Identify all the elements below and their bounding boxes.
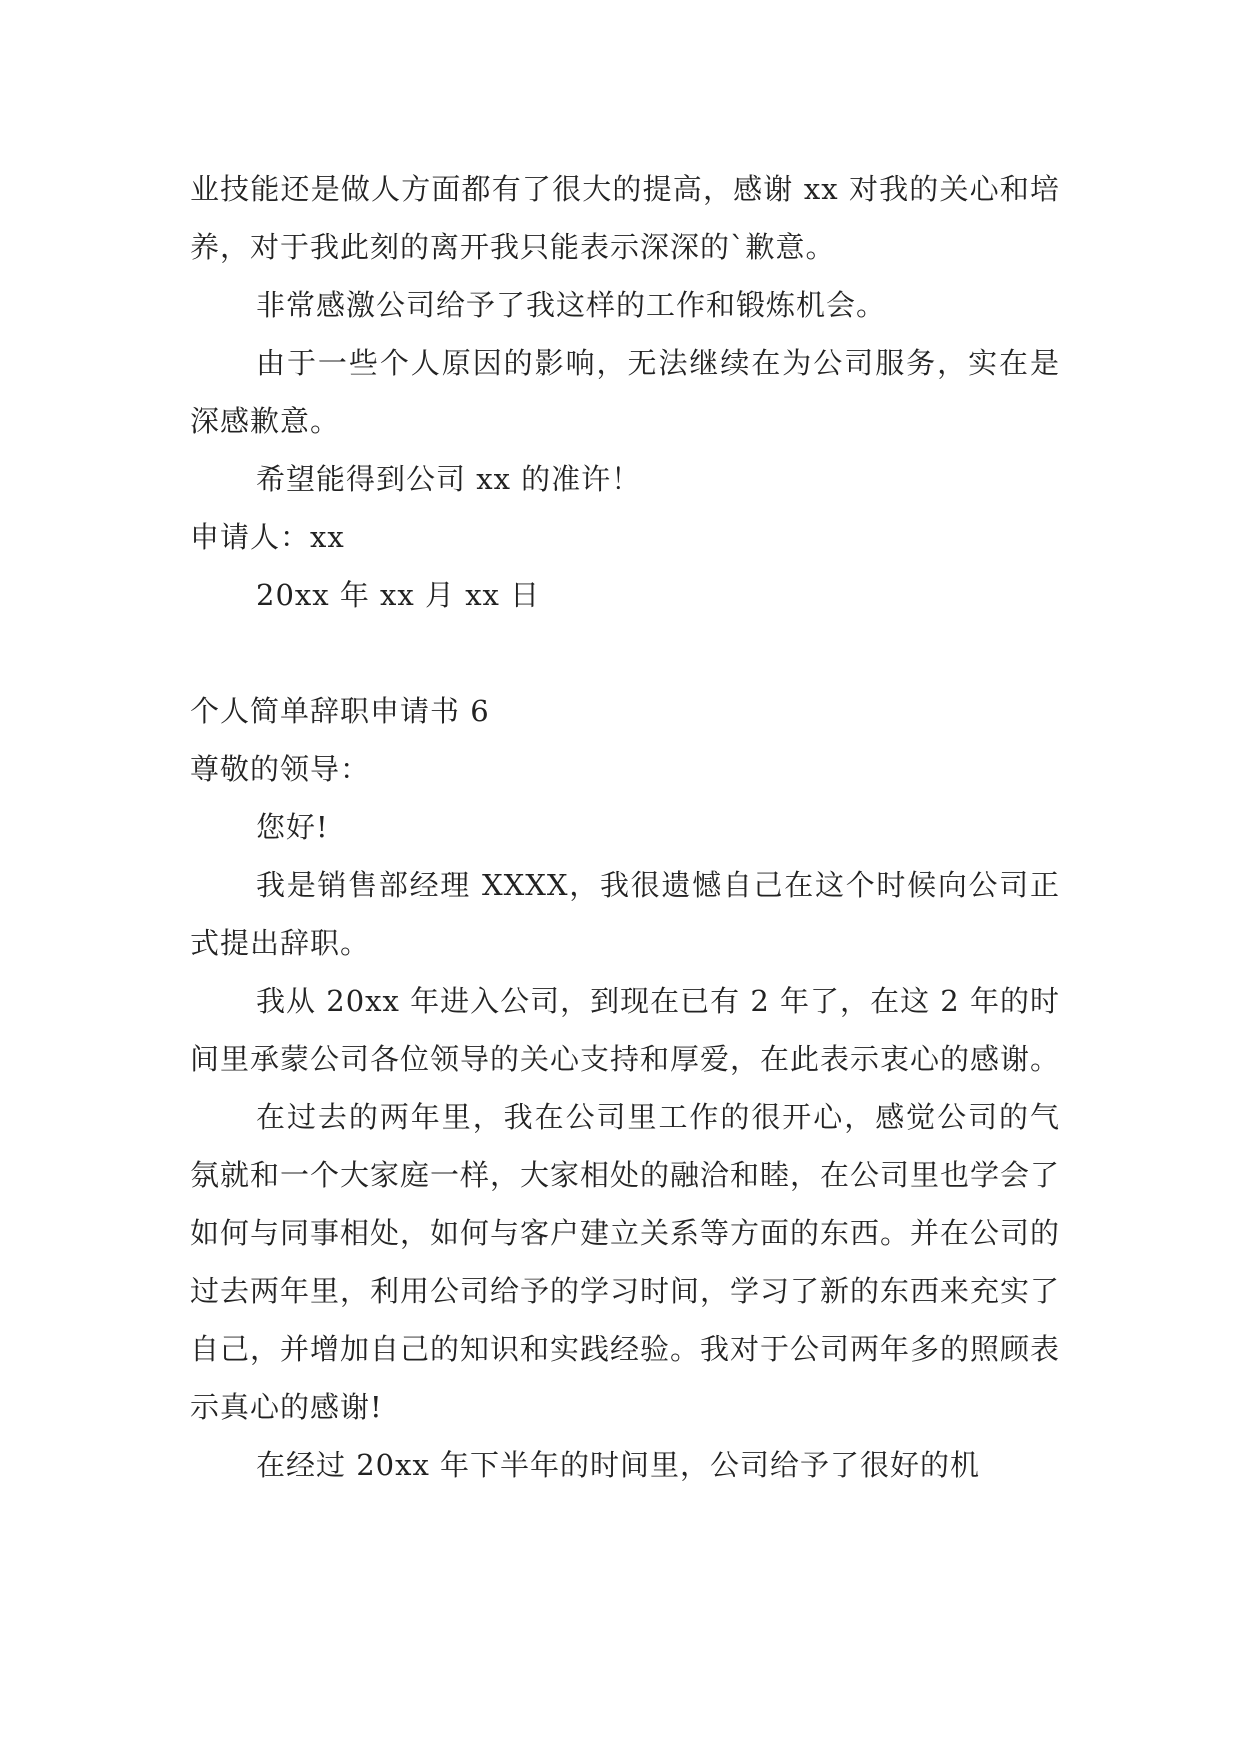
paragraph-resignation-intro: 我是销售部经理 XXXX，我很遗憾自己在这个时候向公司正式提出辞职。	[190, 868, 1060, 960]
paragraph-continued-thanks: 业技能还是做人方面都有了很大的提高，感谢 xx 对我的关心和培养，对于我此刻的离开我只能表示深深的`歉意。	[190, 172, 1060, 264]
paragraph-second-half: 在经过 20xx 年下半年的时间里，公司给予了很好的机	[256, 1448, 981, 1482]
section-title: 个人简单辞职申请书 6	[190, 694, 490, 728]
salutation: 尊敬的领导：	[190, 752, 371, 786]
paragraph-request-approval: 希望能得到公司 xx 的准许！	[256, 462, 642, 496]
paragraph-tenure: 我从 20xx 年进入公司，到现在已有 2 年了，在这 2 年的时间里承蒙公司各位领导的关心支持和厚爱，在此表示衷心的感谢。	[190, 984, 1061, 1076]
date-line: 20xx 年 xx 月 xx 日	[256, 578, 541, 612]
document-body	[190, 160, 1060, 1494]
applicant-line: 申请人：xx	[190, 520, 345, 554]
section-gap	[190, 624, 1060, 682]
paragraph-gratitude: 非常感激公司给予了我这样的工作和锻炼机会。	[256, 288, 887, 322]
greeting: 您好!	[256, 810, 329, 844]
paragraph-experience: 在过去的两年里，我在公司里工作的很开心，感觉公司的气氛就和一个大家庭一样，大家相处的融洽和睦，在公司里也学会了如何与同事相处，如何与客户建立关系等方面的东西。并在公司的过去两年里，利用公司给予的学习时间，学习了新的东西来充实了自己，并增加自己的知识和实践经验。我对于公司两年多的照顾表示真心的感谢!	[190, 1100, 1061, 1424]
paragraph-reason: 由于一些个人原因的影响，无法继续在为公司服务，实在是深感歉意。	[190, 346, 1060, 438]
